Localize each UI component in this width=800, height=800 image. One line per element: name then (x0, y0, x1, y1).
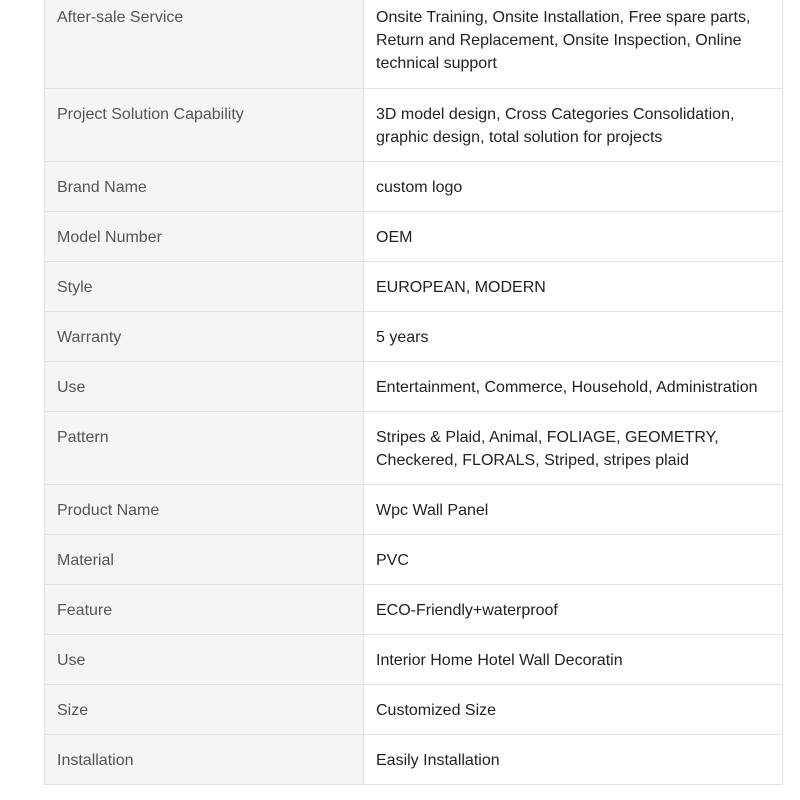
attribute-label: Material (45, 535, 364, 585)
table-row (45, 412, 783, 485)
attribute-value: Wpc Wall Panel (364, 485, 783, 535)
attribute-label: Brand Name (45, 162, 364, 212)
attribute-label: Use (45, 635, 364, 685)
attribute-label: After-sale Service (45, 0, 364, 89)
attribute-label: Pattern (45, 412, 364, 485)
attribute-value: 3D model design, Cross Categories Consolidation, graphic design, total solution for projects (364, 89, 783, 162)
attribute-value: PVC (364, 535, 783, 585)
table-row (45, 735, 783, 785)
table-row (45, 485, 783, 535)
attribute-value: Stripes & Plaid, Animal, FOLIAGE, GEOMETRY, Checkered, FLORALS, Striped, stripes plaid (364, 412, 783, 485)
table-row (45, 585, 783, 635)
table-row (45, 312, 783, 362)
attribute-value: EUROPEAN, MODERN (364, 262, 783, 312)
table-row (45, 262, 783, 312)
attribute-value: Onsite Training, Onsite Installation, Free spare parts, Return and Replacement, Onsite Inspection, Online technical support (364, 0, 783, 89)
table-row (45, 535, 783, 585)
attribute-label: Size (45, 685, 364, 735)
table-row (45, 362, 783, 412)
attribute-label: Installation (45, 735, 364, 785)
table-row (45, 635, 783, 685)
attribute-label: Product Name (45, 485, 364, 535)
table-row (45, 212, 783, 262)
table-row (45, 0, 783, 89)
attribute-label: Warranty (45, 312, 364, 362)
attribute-value: 5 years (364, 312, 783, 362)
attribute-value: Easily Installation (364, 735, 783, 785)
attribute-value: custom logo (364, 162, 783, 212)
table-row (45, 685, 783, 735)
attribute-value: OEM (364, 212, 783, 262)
attribute-value: Entertainment, Commerce, Household, Administration (364, 362, 783, 412)
table-row (45, 162, 783, 212)
attribute-label: Model Number (45, 212, 364, 262)
table-row (45, 89, 783, 162)
attribute-value: Interior Home Hotel Wall Decoratin (364, 635, 783, 685)
attribute-label: Style (45, 262, 364, 312)
attribute-value: ECO-Friendly+waterproof (364, 585, 783, 635)
attribute-value: Customized Size (364, 685, 783, 735)
attribute-label: Project Solution Capability (45, 89, 364, 162)
attribute-label: Use (45, 362, 364, 412)
attribute-label: Feature (45, 585, 364, 635)
product-attributes-table (44, 0, 783, 785)
